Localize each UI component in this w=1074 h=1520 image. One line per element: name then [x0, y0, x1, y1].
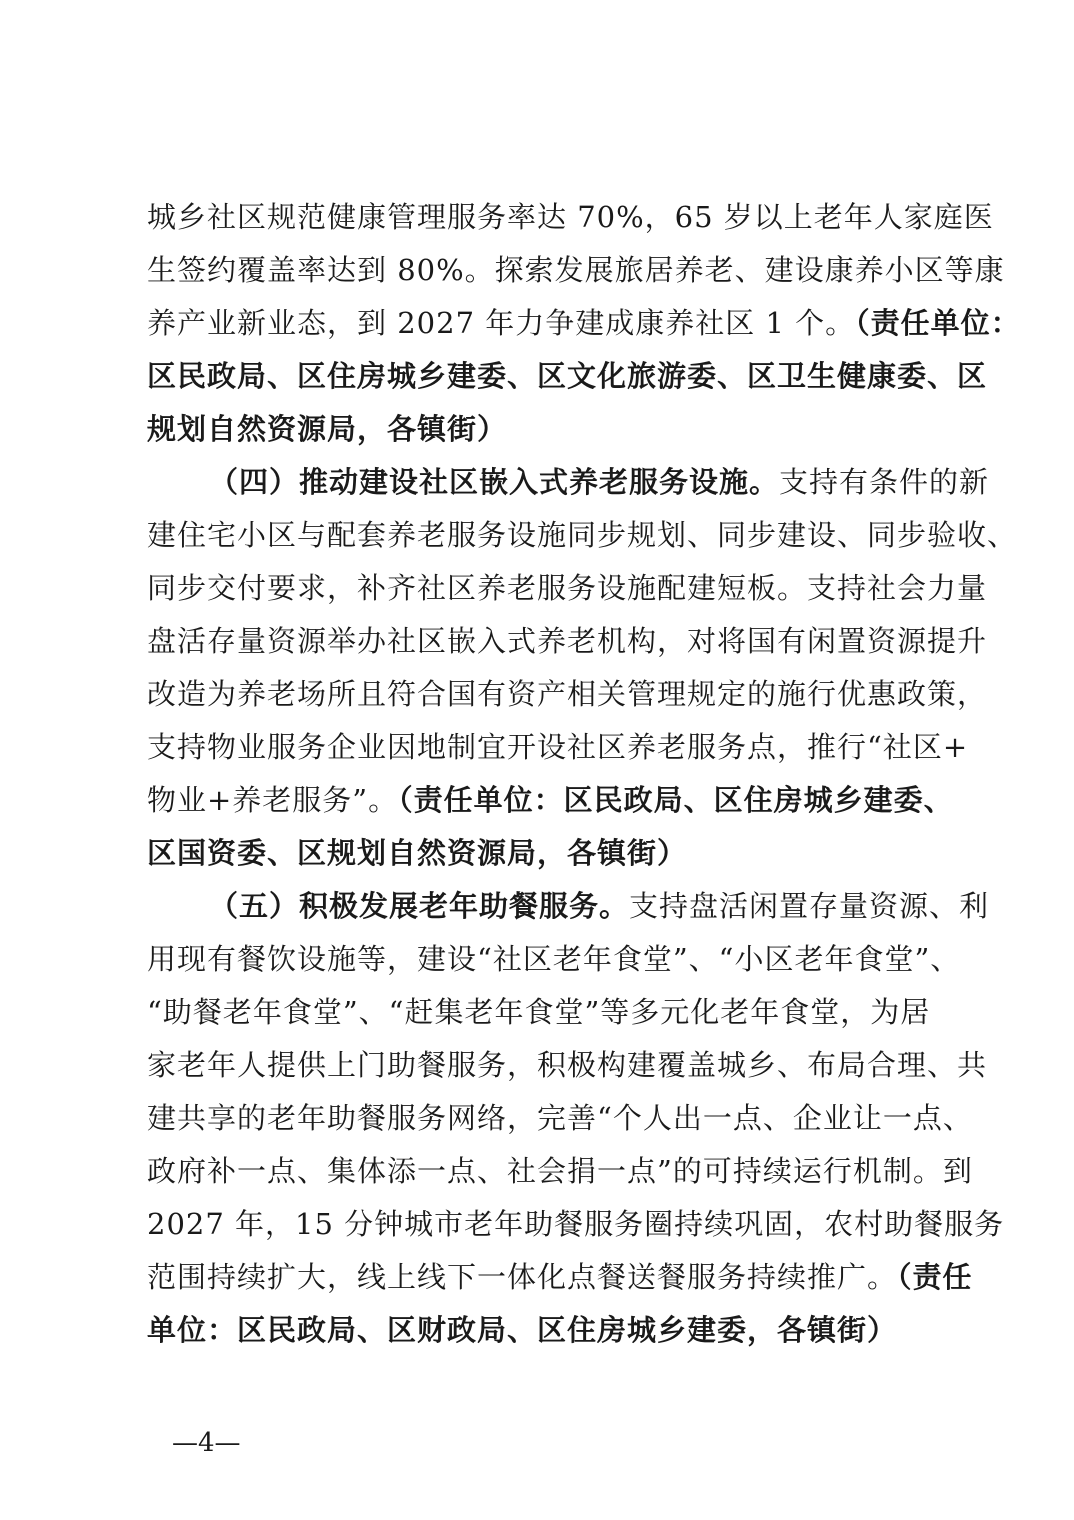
text-line: 2027 年，15 分钟城市老年助餐服务圈持续巩固，农村助餐服务 [147, 1207, 1005, 1241]
responsible-units: （责任单位： [855, 306, 1021, 340]
page-number: —4— [172, 1428, 241, 1458]
text-line: 政府补一点、集体添一点、社会捐一点”的可持续运行机制。到 [147, 1154, 973, 1188]
responsible-units: （责任单位：区民政局、区住房城乡建委、 [398, 783, 954, 817]
responsible-units-line: 单位：区民政局、区财政局、区住房城乡建委，各镇街） [147, 1313, 898, 1347]
responsible-units-line: 区民政局、区住房城乡建委、区文化旅游委、区卫生健康委、区 [147, 359, 988, 393]
text-line: 改造为养老场所且符合国有资产相关管理规定的施行优惠政策， [147, 677, 988, 711]
section-4-first-line [209, 464, 990, 500]
text-line: “助餐老年食堂”、“赶集老年食堂”等多元化老年食堂，为居 [147, 995, 931, 1029]
text-line: 家老年人提供上门助餐服务，积极构建覆盖城乡、布局合理、共 [147, 1048, 988, 1082]
text-line: 建住宅小区与配套养老服务设施同步规划、同步建设、同步验收、 [147, 518, 1018, 552]
text-line: 同步交付要求，补齐社区养老服务设施配建短板。支持社会力量 [147, 571, 988, 605]
text-line: 支持物业服务企业因地制宜开设社区养老服务点，推行“社区+ [147, 730, 969, 764]
text-line: 城乡社区规范健康管理服务率达 70%，65 岁以上老年人家庭医 [147, 200, 994, 234]
text-line: 盘活存量资源举办社区嵌入式养老机构，对将国有闲置资源提升 [147, 624, 988, 658]
section-5-first-line [209, 888, 990, 924]
text-line: 生签约覆盖率达到 80%。探索发展旅居养老、建设康养小区等康 [147, 253, 1005, 287]
text-segment: 物业+养老服务”。 [147, 783, 399, 817]
text-line [147, 782, 954, 818]
text-line: 用现有餐饮设施等，建设“社区老年食堂”、“小区老年食堂”、 [147, 942, 961, 976]
responsible-units-line: 规划自然资源局，各镇街） [147, 412, 508, 446]
responsible-units: （责任 [897, 1260, 973, 1294]
text-segment: 养产业新业态，到 2027 年力争建成康养社区 1 个。 [147, 306, 856, 340]
text-line [147, 305, 1021, 341]
section-5-heading: （五）积极发展老年助餐服务。 [209, 889, 630, 923]
text-segment: 支持有条件的新 [779, 465, 990, 499]
text-segment: 范围持续扩大，线上线下一体化点餐送餐服务持续推广。 [147, 1260, 898, 1294]
text-line [147, 1259, 973, 1295]
text-segment: 支持盘活闲置存量资源、利 [629, 889, 990, 923]
section-4-heading: （四）推动建设社区嵌入式养老服务设施。 [209, 465, 780, 499]
responsible-units-line: 区国资委、区规划自然资源局，各镇街） [147, 836, 688, 870]
text-line: 建共享的老年助餐服务网络，完善“个人出一点、企业让一点、 [147, 1101, 973, 1135]
